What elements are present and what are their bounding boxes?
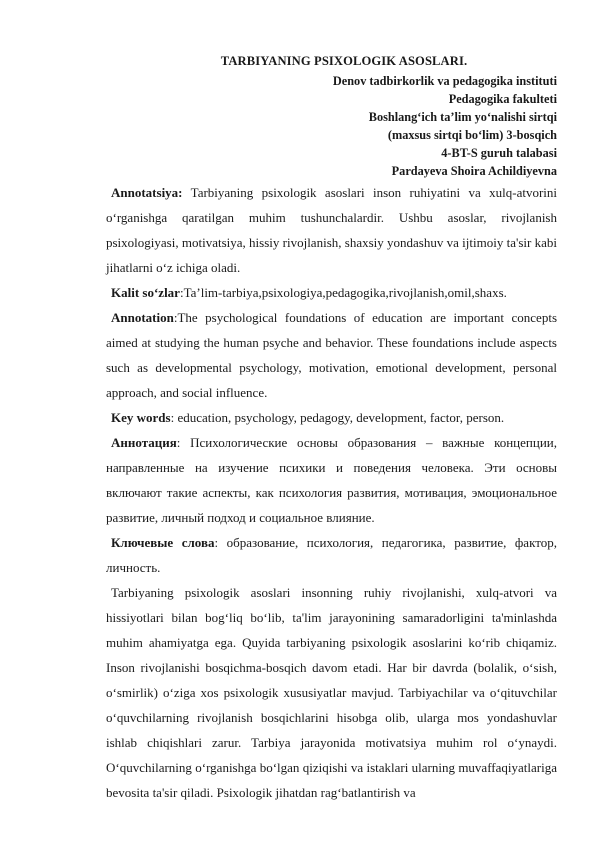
keywords-ru-text: : образование, психология, педагогика, развитие, фактор, личность. bbox=[106, 535, 557, 575]
body-paragraph-text: Tarbiyaning psixologik asoslari insonning ruhiy rivojlanishi, xulq-atvori va hissiyotlari bilan bog‘liq bo‘lib, ta'lim jarayonining samaradorligini ta'minlashda muhim ahamiyatga ega. Quyida tarbiyaning psixologik asoslarini ko‘rib chiqamiz. Inson rivojlanishi bosqichma-bosqich davom etadi. Har bir davrda (bolalik, o‘sish, o‘smirlik) o‘ziga xos psixologik xususiyatlar mavjud. Tarbiyachilar va o‘qituvchilar o‘quvchilarning rivojlanish bosqichlarini hisobga olib, ularga mos yondashuvlar ishlab chiqishlari zarur. Tarbiya jarayonida motivatsiya muhim rol o‘ynaydi. O‘quvchilarning o‘rganishga bo‘lgan qiziqishi va istaklari ularning muvaffaqiyatlariga bevosita ta'sir qiladi. Psixologik jihatdan rag‘batlantirish va bbox=[106, 585, 557, 800]
abstract-en-text: :The psychological foundations of education are important concepts aimed at studying the human psyche and behavior. These foundations include aspects such as developmental psychology, motivation, emotional development, personal approach, and social influence. bbox=[106, 310, 557, 400]
body-paragraph bbox=[106, 580, 557, 805]
keywords-uz-label: Kalit so‘zlar bbox=[111, 285, 180, 300]
abstract-uz-text: Tarbiyaning psixologik asoslari inson ruhiyatini va xulq-atvorini o‘rganishga qaratilgan muhim tushunchalardir. Ushbu asoslar, rivojlanish psixologiyasi, motivatsiya, hissiy rivojlanish, shaxsiy yondashuv va ijtimoiy ta'sir kabi jihatlarni o‘z ichiga oladi. bbox=[106, 185, 557, 275]
institute-line: Denov tadbirkorlik va pedagogika instituti bbox=[332, 74, 557, 88]
keywords-uz bbox=[106, 280, 557, 305]
author-name: Pardayeva Shoira Achildiyevna bbox=[391, 164, 557, 178]
abstract-uz bbox=[106, 180, 557, 280]
keywords-en bbox=[106, 405, 557, 430]
faculty-line: Pedagogika fakulteti bbox=[448, 92, 557, 106]
document-page bbox=[106, 53, 557, 805]
keywords-ru bbox=[106, 530, 557, 580]
group-line: 4-BT-S guruh talabasi bbox=[441, 146, 557, 160]
keywords-en-label: Key words bbox=[111, 410, 171, 425]
abstract-ru bbox=[106, 430, 557, 530]
course-line: (maxsus sirtqi bo‘lim) 3-bosqich bbox=[387, 128, 557, 142]
author-affiliation bbox=[111, 72, 557, 180]
abstract-ru-label: Аннотация bbox=[111, 435, 177, 450]
abstract-en-label: Annotation bbox=[111, 310, 174, 325]
keywords-uz-text: :Ta’lim-tarbiya,psixologiya,pedagogika,rivojlanish,omil,shaxs. bbox=[179, 285, 507, 300]
abstract-ru-text: : Психологические основы образования – важные концепции, направленные на изучение психики и поведения человека. Эти основы включают такие аспекты, как психология развития, мотивация, эмоциональное развитие, личный подход и социальное влияние. bbox=[106, 435, 557, 525]
abstract-uz-label: Annotatsiya: bbox=[111, 185, 183, 200]
paper-title: TARBIYANING PSIXOLOGIK ASOSLARI. bbox=[220, 54, 468, 68]
keywords-en-text: : education, psychology, pedagogy, development, factor, person. bbox=[170, 410, 505, 425]
abstracts-section bbox=[106, 180, 557, 805]
abstract-en bbox=[106, 305, 557, 405]
keywords-ru-label: Ключевые слова bbox=[111, 535, 215, 550]
department-line: Boshlang‘ich ta’lim yo‘nalishi sirtqi bbox=[368, 110, 557, 124]
